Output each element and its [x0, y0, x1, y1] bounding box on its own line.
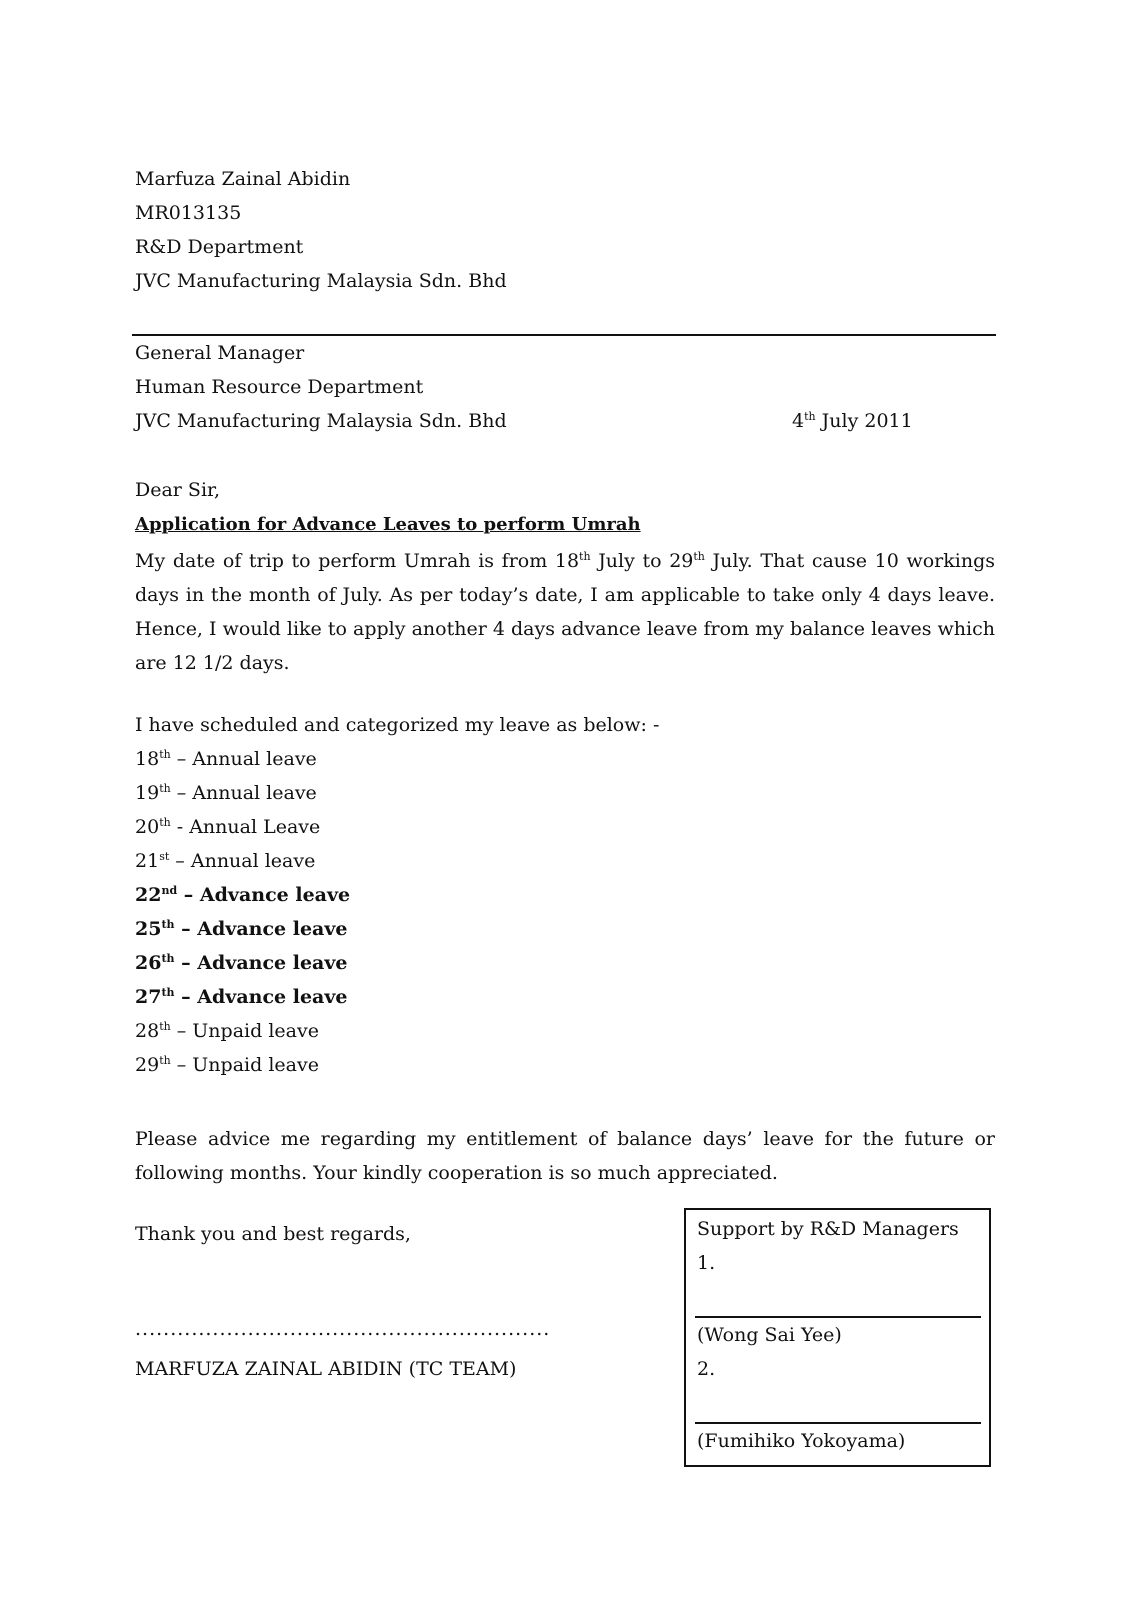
leave-item-advance: 25th – Advance leave: [135, 918, 348, 940]
sender-name: Marfuza Zainal Abidin: [135, 168, 351, 190]
header-divider: [132, 334, 996, 336]
regards: Thank you and best regards,: [135, 1223, 411, 1245]
manager-signature-line: [695, 1316, 981, 1318]
leave-item: 29th – Unpaid leave: [135, 1054, 319, 1076]
recipient-department: Human Resource Department: [135, 376, 424, 398]
leave-item: 19th – Annual leave: [135, 782, 317, 804]
recipient-company: JVC Manufacturing Malaysia Sdn. Bhd: [135, 410, 507, 432]
leave-item-advance: 26th – Advance leave: [135, 952, 348, 974]
leave-item: 20th - Annual Leave: [135, 816, 321, 838]
subject-heading: Application for Advance Leaves to perform Umrah: [135, 514, 641, 535]
sender-id: MR013135: [135, 202, 242, 224]
salutation: Dear Sir,: [135, 479, 221, 501]
leave-item-advance: 22nd – Advance leave: [135, 884, 351, 906]
leave-item: 28th – Unpaid leave: [135, 1020, 319, 1042]
support-box: [684, 1208, 991, 1467]
leave-item-advance: 27th – Advance leave: [135, 986, 348, 1008]
manager-signature-line: [695, 1422, 981, 1424]
sender-company: JVC Manufacturing Malaysia Sdn. Bhd: [135, 270, 507, 292]
manager-name: (Wong Sai Yee): [697, 1324, 842, 1346]
support-item-number: 1.: [697, 1252, 716, 1274]
recipient-title: General Manager: [135, 342, 305, 364]
sender-department: R&D Department: [135, 236, 304, 258]
leave-item: 21st – Annual leave: [135, 850, 316, 872]
body-paragraph: My date of trip to perform Umrah is from 18th July to 29th July. That cause 10 workings days in the month of July. As per today’s date, I am applicable to take only 4 days leave. Hence, I would like to apply another 4 days advance leave from my balance leaves which are 12 1/2 days.: [135, 550, 995, 674]
schedule-intro: I have scheduled and categorized my leave as below: -: [135, 714, 660, 736]
letter-date: 4th July 2011: [792, 410, 913, 432]
leave-item: 18th – Annual leave: [135, 748, 317, 770]
closing-paragraph: Please advice me regarding my entitlement of balance days’ leave for the future or following months. Your kindly cooperation is so much appreciated.: [135, 1128, 995, 1184]
manager-name: (Fumihiko Yokoyama): [697, 1430, 906, 1452]
support-box-title: Support by R&D Managers: [697, 1218, 959, 1240]
support-item-number: 2.: [697, 1358, 716, 1380]
signature-line: ...........................................................: [135, 1318, 551, 1340]
signature-name: MARFUZA ZAINAL ABIDIN (TC TEAM): [135, 1358, 517, 1380]
